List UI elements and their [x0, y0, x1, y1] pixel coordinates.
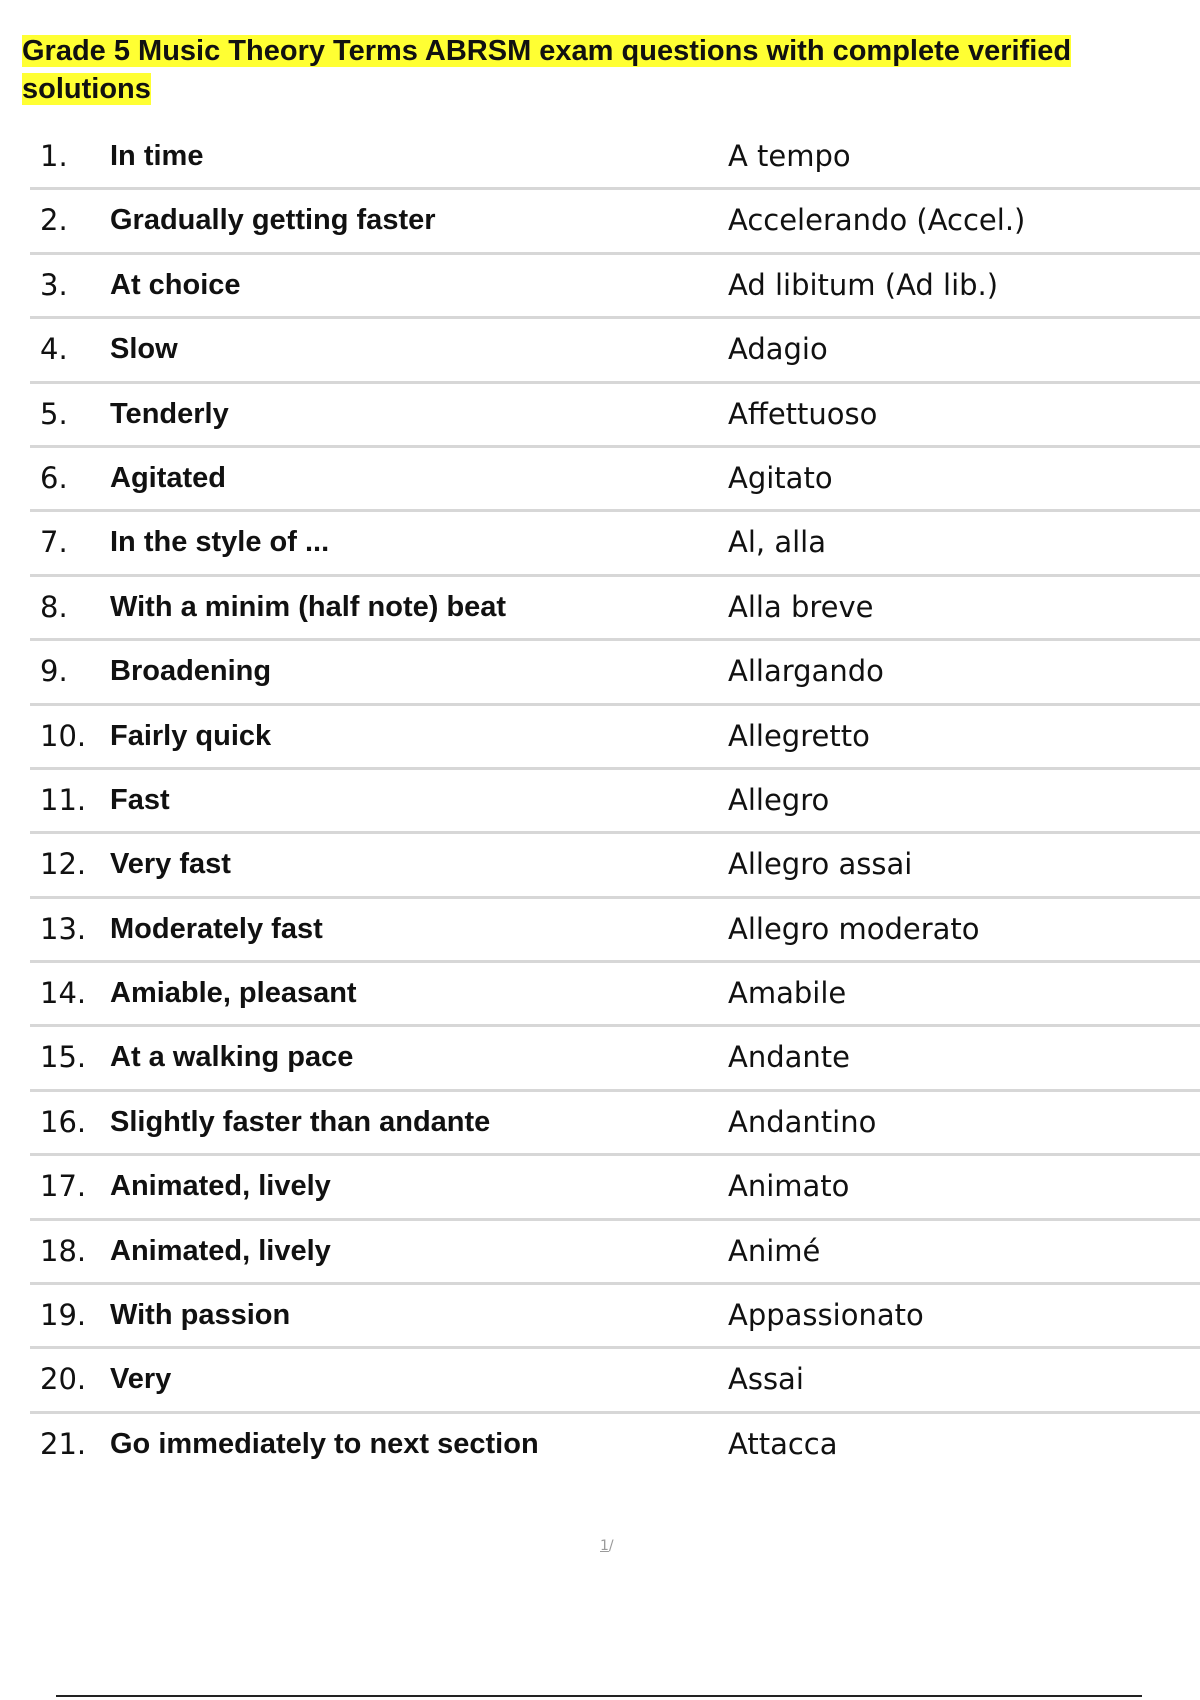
footer-rule — [56, 1695, 1142, 1697]
term-italian: Appassionato — [728, 1298, 924, 1333]
term-english: Fairly quick — [110, 719, 272, 752]
table-row — [30, 1349, 1200, 1413]
table-row — [30, 126, 1200, 190]
table-row — [30, 1156, 1200, 1220]
term-number: 2. — [40, 203, 68, 238]
table-row — [30, 448, 1200, 512]
term-number: 5. — [40, 396, 68, 431]
term-number: 7. — [40, 525, 68, 560]
term-english: With a minim (half note) beat — [110, 590, 507, 623]
term-number: 11. — [40, 782, 87, 817]
term-italian: Animé — [728, 1233, 821, 1268]
term-italian: Allegro moderato — [728, 911, 980, 946]
table-row — [30, 706, 1200, 770]
table-row — [30, 834, 1200, 898]
table-row — [30, 770, 1200, 834]
page-title-text: Grade 5 Music Theory Terms ABRSM exam questions with complete verified solutions — [22, 35, 1072, 105]
term-number: 1. — [40, 139, 68, 173]
term-english: Agitated — [110, 461, 226, 494]
term-number: 18. — [40, 1233, 87, 1268]
term-number: 13. — [40, 911, 87, 946]
term-english: Animated, lively — [110, 1170, 331, 1203]
table-row — [30, 1285, 1200, 1349]
page-title — [22, 32, 1182, 108]
term-number: 8. — [40, 589, 68, 624]
table-row — [30, 512, 1200, 576]
term-italian: Amabile — [728, 976, 847, 1011]
term-english: In time — [110, 140, 204, 172]
term-italian: Agitato — [728, 460, 833, 495]
term-english: Tenderly — [110, 397, 229, 430]
table-row — [30, 1221, 1200, 1285]
term-number: 20. — [40, 1362, 87, 1397]
term-english: Moderately fast — [110, 912, 323, 945]
term-english: Very fast — [110, 848, 231, 881]
term-number: 10. — [40, 718, 87, 753]
term-italian: Assai — [728, 1362, 804, 1397]
term-italian: Al, alla — [728, 525, 826, 560]
term-english: At choice — [110, 268, 241, 301]
term-english: Slightly faster than andante — [110, 1105, 491, 1138]
term-english: Gradually getting faster — [110, 204, 436, 237]
term-english: Slow — [110, 333, 178, 366]
term-italian: Alla breve — [728, 589, 874, 624]
term-italian: Adagio — [728, 332, 828, 367]
term-italian: Allegro assai — [728, 847, 913, 882]
term-italian: Andantino — [728, 1104, 877, 1139]
table-row — [30, 1414, 1200, 1478]
table-row — [30, 1092, 1200, 1156]
page-number-value: 1 — [600, 1538, 609, 1554]
term-english: Broadening — [110, 655, 272, 688]
term-number: 21. — [40, 1426, 87, 1461]
page-number — [600, 1538, 614, 1554]
term-english: Amiable, pleasant — [110, 977, 357, 1010]
term-english: In the style of ... — [110, 526, 330, 559]
term-number: 14. — [40, 976, 87, 1011]
table-row — [30, 577, 1200, 641]
term-english: Very — [110, 1363, 172, 1396]
term-number: 9. — [40, 654, 68, 689]
term-number: 19. — [40, 1298, 87, 1333]
term-number: 6. — [40, 460, 68, 495]
term-italian: Attacca — [728, 1426, 838, 1461]
page-number-separator: / — [608, 1538, 614, 1554]
table-row — [30, 319, 1200, 383]
table-row — [30, 190, 1200, 254]
term-italian: Allargando — [728, 654, 884, 689]
table-row — [30, 641, 1200, 705]
term-italian: Allegro — [728, 782, 830, 817]
term-english: With passion — [110, 1299, 291, 1332]
term-number: 12. — [40, 847, 87, 882]
term-italian: Allegretto — [728, 718, 870, 753]
term-italian: Ad libitum (Ad lib.) — [728, 267, 999, 302]
term-number: 15. — [40, 1040, 87, 1075]
table-row — [30, 963, 1200, 1027]
term-italian: Andante — [728, 1040, 850, 1075]
table-row — [30, 899, 1200, 963]
term-english: At a walking pace — [110, 1041, 354, 1074]
term-english: Animated, lively — [110, 1234, 331, 1267]
table-row — [30, 384, 1200, 448]
term-number: 17. — [40, 1169, 87, 1204]
term-italian: Affettuoso — [728, 396, 878, 431]
term-italian: A tempo — [728, 139, 851, 173]
term-number: 4. — [40, 332, 68, 367]
table-row — [30, 255, 1200, 319]
term-english: Fast — [110, 783, 170, 816]
term-italian: Accelerando (Accel.) — [728, 203, 1026, 238]
term-italian: Animato — [728, 1169, 850, 1204]
term-english: Go immediately to next section — [110, 1427, 539, 1460]
term-number: 16. — [40, 1104, 87, 1139]
terms-table — [30, 126, 1200, 1478]
term-number: 3. — [40, 267, 68, 302]
table-row — [30, 1027, 1200, 1091]
